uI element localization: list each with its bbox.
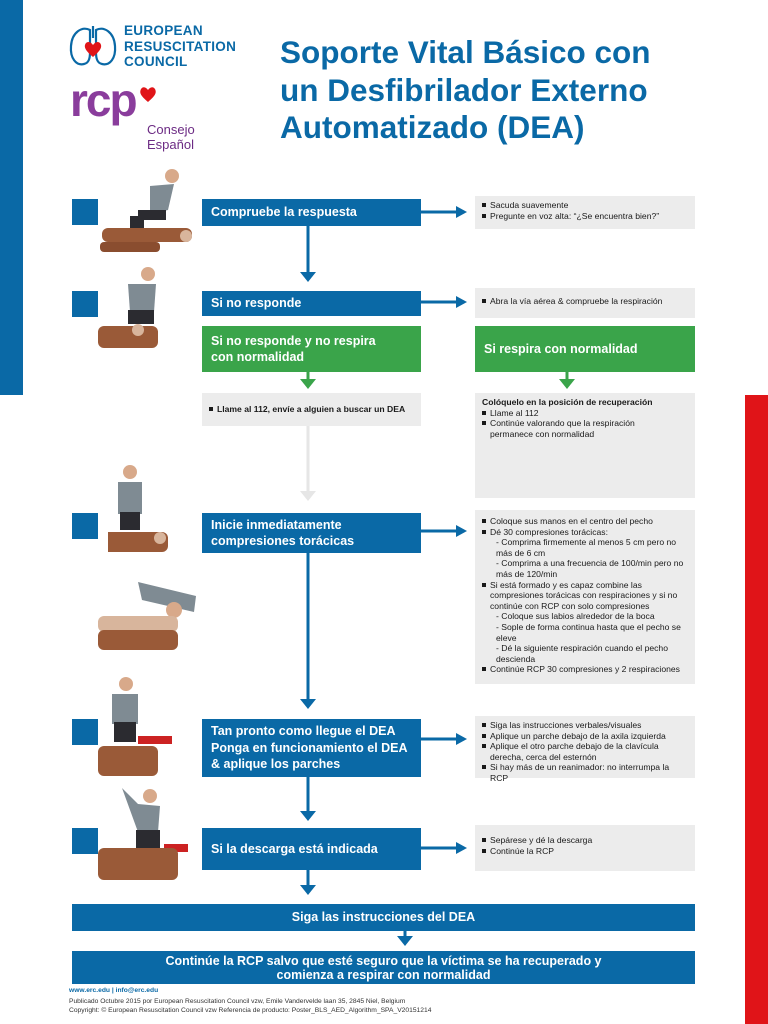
arrowhead-down-3 <box>300 699 316 709</box>
step-compressions-line-1: Inicie inmediatamente <box>211 517 342 532</box>
step-no-response-label: Si no responde <box>211 296 302 311</box>
rescuer-check-response-illustration <box>98 166 198 262</box>
rcp-logo-wordmark: rcp <box>70 74 136 126</box>
note-compressions-item-2: Dé 30 compresiones torácicas: <box>482 527 689 538</box>
step-aed-line-3: & aplique los parches <box>211 757 341 772</box>
note-check-response-item-1: Sacuda suavemente <box>482 200 689 211</box>
step-shock-indicated <box>202 828 421 870</box>
note-aed-item-3: Aplique el otro parche debajo de la clavícula derecha, cerca del esternón <box>482 741 689 762</box>
erc-line-2: RESUSCITATION <box>124 38 237 54</box>
step-aed-arrives <box>202 719 421 777</box>
arrowhead-green-right <box>559 379 575 389</box>
arrowhead-right-3 <box>456 525 467 537</box>
note-aed-item-4: Si hay más de un reanimador: no interrumpa la RCP <box>482 762 689 783</box>
erc-line-1: EUROPEAN <box>124 23 203 38</box>
rescuer-aed-illustration <box>98 674 178 780</box>
note-compressions-sub-4: - Sople de forma continua hasta que el pecho se eleve <box>496 621 681 643</box>
step-compressions-line-2: compresiones torácicas <box>211 534 355 548</box>
step-check-response-label: Compruebe la respuesta <box>211 205 357 220</box>
note-recovery-item-2: Continúe valorando que la respiración permanece con normalidad <box>482 418 689 439</box>
title-line-3: Automatizado (DEA) <box>280 109 585 145</box>
arrowhead-down-1 <box>300 272 316 282</box>
step-follow-aed-instructions <box>72 904 695 931</box>
note-aed <box>475 716 695 783</box>
rescuer-breaths-illustration <box>98 572 206 658</box>
footer <box>69 987 431 1015</box>
arrowhead-down-4 <box>300 811 316 821</box>
note-check-response <box>475 196 695 229</box>
note-compressions-sub-1: - Comprima firmemente al menos 5 cm pero no más de 6 cm <box>496 537 677 558</box>
title-line-2: un Desfibrilador Externo <box>280 71 648 108</box>
note-compressions-item-4: Continúe RCP 30 compresiones y 2 respiraciones <box>482 664 689 675</box>
arrowhead-green-left <box>300 379 316 389</box>
rcp-espanol-text: Español <box>147 137 194 152</box>
note-compressions-item-3: Si está formado y es capaz combine las compresiones torácicas con respiraciones y si no continúe con RCP con solo compresiones <box>482 580 689 612</box>
step-continue-line-2: comienza a respirar con normalidad <box>276 967 491 982</box>
footer-copyright: Copyright: © European Resuscitation Council vzw Referencia de producto: Poster_BLS_AED_Algorithm_SPA_V20151214 <box>69 1006 432 1014</box>
erc-line-3: COUNCIL <box>124 54 188 69</box>
note-shock <box>475 825 695 871</box>
note-no-response-item-1: Abra la vía aérea & compruebe la respiración <box>482 296 689 307</box>
footer-links[interactable]: www.erc.edu | info@erc.edu <box>69 987 159 994</box>
note-recovery-position <box>475 393 695 498</box>
step-marker-4 <box>72 719 98 745</box>
arrowhead-down-6 <box>397 936 413 946</box>
step-marker-2 <box>72 291 98 317</box>
step-no-breathing-line-1: Si no responde y no respira <box>211 333 376 348</box>
note-no-response <box>475 288 695 318</box>
step-chest-compressions <box>202 513 421 553</box>
arrowhead-right-1 <box>456 206 467 218</box>
note-aed-item-1: Siga las instrucciones verbales/visuales <box>482 720 689 731</box>
note-check-response-item-2: Pregunte en voz alta: “¿Se encuentra bien?” <box>482 211 689 222</box>
note-compressions-sub-5: - Dé la siguiente respiración cuando el pecho descienda <box>496 643 668 664</box>
arrowhead-down-5 <box>300 885 316 895</box>
arrowhead-right-2 <box>456 296 467 308</box>
step-shock-label: Si la descarga está indicada <box>211 841 378 856</box>
note-compressions-item-1: Coloque sus manos en el centro del pecho <box>482 516 689 527</box>
step-marker-5 <box>72 828 98 854</box>
step-no-breathing-line-2: con normalidad <box>211 350 305 364</box>
note-call-112 <box>202 393 421 426</box>
step-breathing-normally-label: Si respira con normalidad <box>484 341 638 356</box>
arrowhead-right-4 <box>456 733 467 745</box>
rescuer-airway-illustration <box>98 266 166 356</box>
step-check-response <box>202 199 421 226</box>
note-shock-item-1: Sepárese y dé la descarga <box>482 835 689 846</box>
arrowhead-right-5 <box>456 842 467 854</box>
note-recovery-item-1: Llame al 112 <box>482 408 689 419</box>
note-recovery-heading: Colóquelo en la posición de recuperación <box>482 397 653 407</box>
step-continue-line-1: Continúe la RCP salvo que esté seguro que la víctima se ha recuperado y <box>165 953 602 968</box>
footer-published: Publicado Octubre 2015 por European Resuscitation Council vzw, Emile Vandervelde laan 35, 2845 Niel, Belgium <box>69 997 406 1005</box>
step-continue-cpr <box>72 951 695 984</box>
note-compressions <box>475 510 695 684</box>
note-compressions-sub-3: - Coloque sus labios alrededor de la boca <box>496 611 655 622</box>
rescuer-compressions-illustration <box>108 462 172 560</box>
step-no-response <box>202 291 421 316</box>
title-line-1: Soporte Vital Básico con <box>280 34 651 70</box>
arrowhead-grey <box>300 491 316 501</box>
note-compressions-sub-2: - Comprima a una frecuencia de 100/min pero no más de 120/min <box>496 558 684 579</box>
note-aed-item-2: Aplique un parche debajo de la axila izquierda <box>482 731 689 742</box>
step-aed-line-1: Tan pronto como llegue el DEA <box>211 724 396 739</box>
step-marker-3 <box>72 513 98 539</box>
rescuer-shock-illustration <box>98 784 190 886</box>
note-shock-item-2: Continúe la RCP <box>482 846 689 857</box>
rcp-consejo-text: Consejo <box>147 122 195 137</box>
step-no-breathing <box>202 326 421 372</box>
step-marker-1 <box>72 199 98 225</box>
step-breathing-normally <box>475 326 695 372</box>
step-aed-line-2: Ponga en funcionamiento el DEA <box>211 740 408 755</box>
note-call-112-item: Llame al 112, envíe a alguien a buscar un DEA <box>209 404 415 415</box>
step-follow-label: Siga las instrucciones del DEA <box>291 910 476 925</box>
